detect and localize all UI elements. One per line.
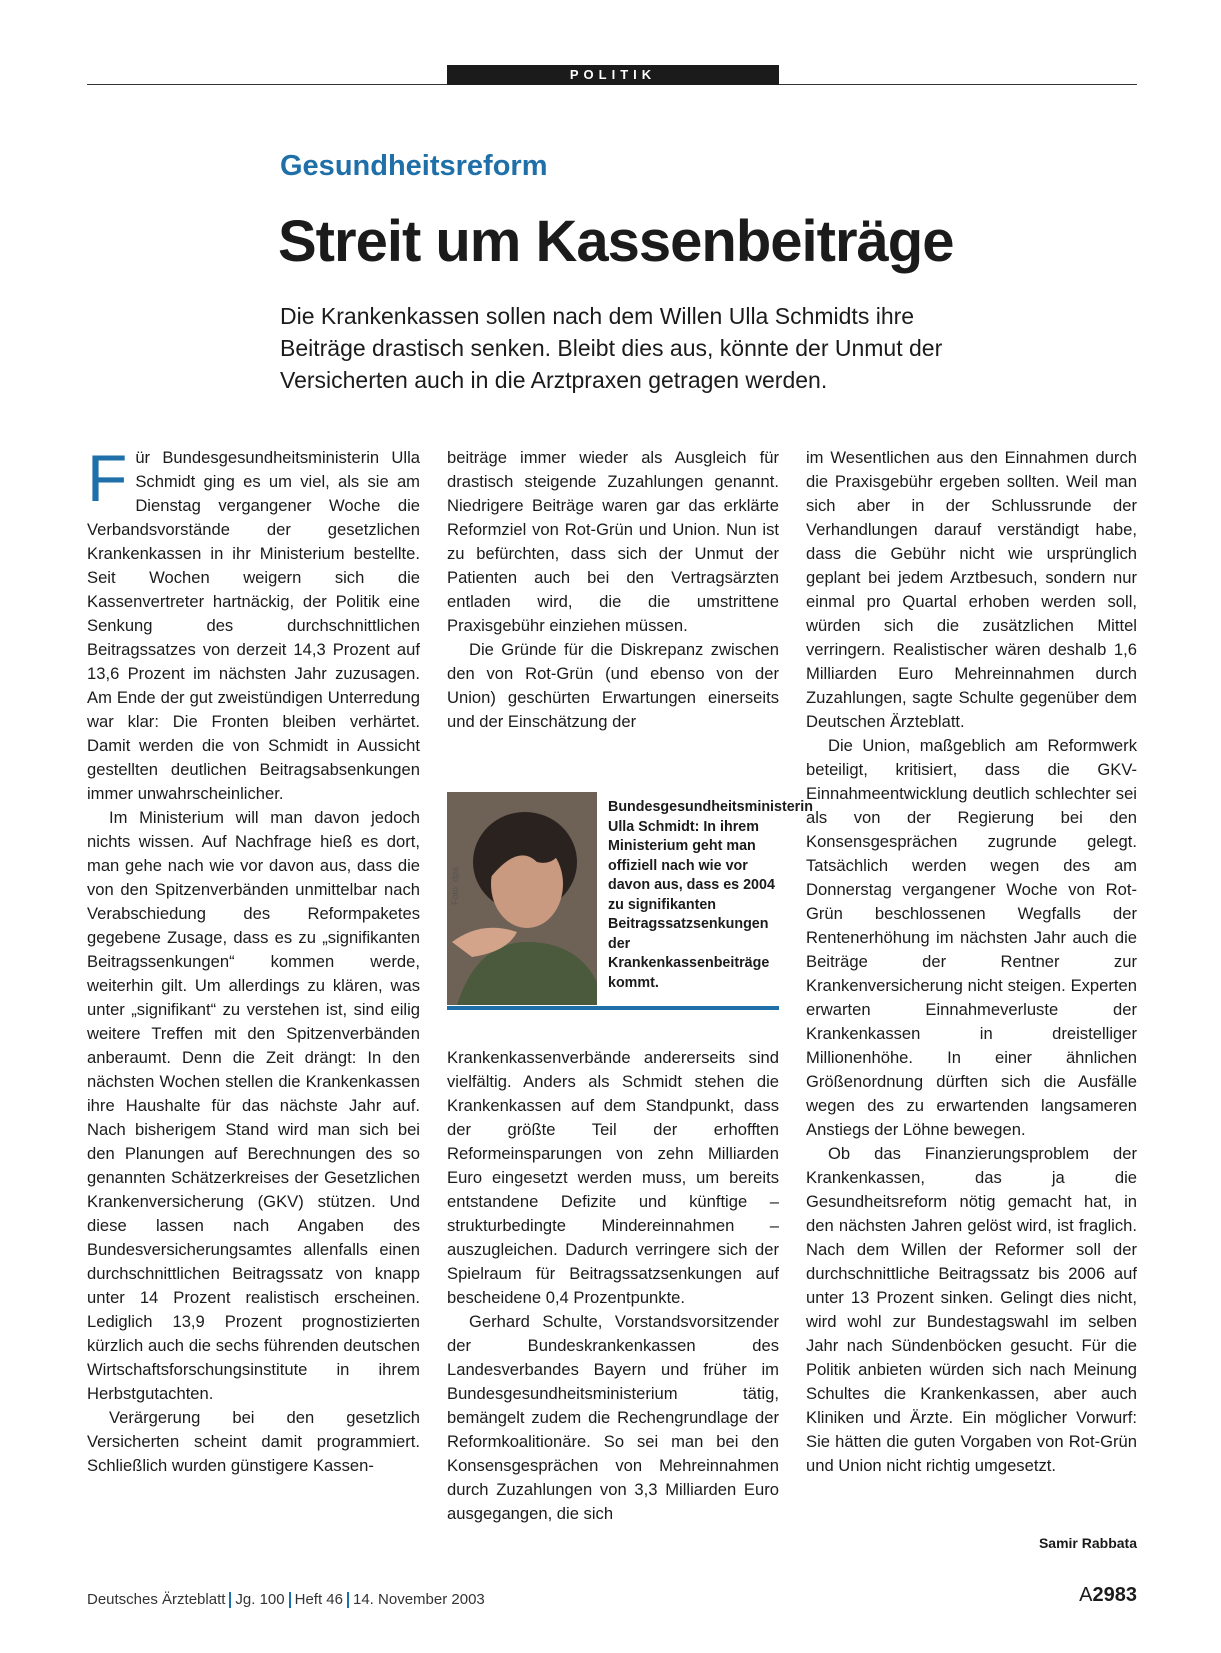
photo-credit: Foto: dpa — [450, 866, 460, 905]
paragraph: Die Gründe für die Diskrepanz zwischen den von Rot-Grün (und ebenso von der Union) geschürten Erwartungen einerseits und der Einschätzung der — [447, 640, 779, 731]
section-label: POLITIK — [447, 65, 779, 85]
footer-separator — [347, 1592, 349, 1608]
paragraph: Krankenkassenverbände andererseits sind vielfältig. Anders als Schmidt stehen die Krankenkassen auf dem Standpunkt, dass der größte Teil der erhofften Reformeinsparungen von zehn Milliarden Euro eingesetzt werden muss, um bereits entstandene Defizite und künftige – strukturbedingte Mindereinnahmen – auszugleichen. Dadurch verringere sich der Spielraum für Beitragssatzsenkungen auf bescheidene 0,4 Prozentpunkte. — [447, 1048, 779, 1307]
column-1 — [87, 441, 420, 1478]
paragraph: Die Union, maßgeblich am Reformwerk beteiligt, kritisiert, dass die GKV-Einnahmeentwicklung deutlich schlechter sei als von der Regierung bei den Konsensgesprächen zugrunde gelegt. Tatsächlich werden wegen des am Donnerstag vergangener Woche von Rot-Grün beschlossenen Wegfalls der Rentenerhöhung im nächsten Jahr auch die Beiträge der Rentner zur Krankenversicherung nicht steigen. Experten erwarten Einnahmeverluste der Krankenkassen in dreistelliger Millionenhöhe. In einer ähnlichen Größenordnung dürften sich die Ausfälle wegen des zu erwartenden langsameren Anstiegs der Löhne bewegen. — [806, 736, 1137, 1139]
journal-name: Deutsches Ärzteblatt — [87, 1591, 226, 1608]
article-lead: Die Krankenkassen sollen nach dem Willen Ulla Schmidts ihre Beiträge drastisch senken. Bleibt dies aus, könnte der Unmut der Versicherten auch in die Arztpraxen getragen werden. — [280, 303, 943, 393]
issue: Heft 46 — [294, 1591, 343, 1608]
author-name: Samir Rabbata — [1038, 1535, 1137, 1551]
paragraph: Ob das Finanzierungsproblem der Krankenkassen, das ja die Gesundheitsreform nötig gemacht hat, in den nächsten Jahren gelöst wird, ist fraglich. Nach dem Willen der Reformer soll der durchschnittliche Beitragssatz bis 2006 auf unter 13 Prozent sinken. Gelingt dies nicht, wird wohl zur Bundestagswahl im selben Jahr nach Sündenböcken gesucht. Für die Politik anbieten würden sich nach Meinung Schultes die Krankenkassen, aber auch Kliniken und Ärzte. Ein möglicher Vorwurf: Sie hätten die guten Vorgaben von Rot-Grün und Union nicht richtig umgesetzt. — [806, 1144, 1137, 1475]
paragraph — [87, 441, 420, 806]
footer — [87, 1591, 485, 1608]
column-2-bottom — [447, 1046, 779, 1526]
column-3 — [806, 446, 1137, 1478]
article-title: Streit um Kassenbeiträge — [278, 209, 954, 274]
page-prefix: A — [1079, 1584, 1093, 1606]
paragraph: Im Ministerium will man davon jedoch nichts wissen. Auf Nachfrage hieß es dort, man gehe nach wie vor davon aus, dass die von den Spitzenverbänden unmittelbar nach Verabschiedung des Reformpaketes gegebene Zusage, dass es zu „signifikanten Beitragssenkungen“ kommen werde, weiterhin gilt. Um allerdings zu klären, was unter „signifikant“ zu verstehen ist, sind eilig weitere Treffen mit den Spitzenverbänden anberaumt. Denn die Zeit drängt: In den nächsten Wochen stellen die Krankenkassen ihre Haushalte für das nächste Jahr auf. Nach bisherigem Stand wird man sich bei den Planungen auf Berechnungen des so genannten Schätzerkreises der Gesetzlichen Krankenversicherung (GKV) stützen. Und diese lassen nach Angaben des Bundesversicherungsamtes allenfalls einen durchschnittlichen Beitragssatz von knapp unter 14 Prozent realistisch erscheinen. Lediglich 13,9 Prozent prognostizierten kürzlich auch die sechs führenden deutschen Wirtschaftsforschungsinstitute in ihrem Herbstgutachten. — [87, 808, 420, 1403]
column-2-top — [447, 446, 779, 734]
footer-separator — [289, 1592, 291, 1608]
footer-separator — [229, 1592, 231, 1608]
page-number — [1079, 1584, 1137, 1607]
portrait-image — [447, 792, 597, 1005]
portrait-photo — [447, 792, 597, 1005]
volume: Jg. 100 — [235, 1591, 285, 1608]
drop-cap: F — [87, 441, 128, 515]
caption-rule — [447, 1006, 779, 1010]
paragraph: im Wesentlichen aus den Einnahmen durch die Praxisgebühr ergeben sollten. Weil man sich aber in der Schlussrunde der Verhandlungen darauf verständigt habe, dass die Gebühr nicht wie ursprünglich geplant bei jedem Arztbesuch, sondern nur einmal pro Quartal erhoben werden soll, würden sich die zusätzlichen Mittel verringern. Realistischer wären deshalb 1,6 Milliarden Euro Mehreinnahmen durch Zuzahlungen, sagte Schulte gegenüber dem Deutschen Ärzteblatt. — [806, 448, 1137, 731]
paragraph: Verärgerung bei den gesetzlich Versicherten scheint damit programmiert. Schließlich wurden günstigere Kassen- — [87, 1408, 420, 1475]
page-number-value: 2983 — [1092, 1584, 1137, 1606]
paragraph: beiträge immer wieder als Ausgleich für drastisch steigende Zuzahlungen genannt. Niedrigere Beiträge waren gar das erklärte Reformziel von Rot-Grün und Union. Nun ist zu befürchten, dass sich der Unmut der Patienten auch bei den Vertragsärzten entladen wird, die die umstrittene Praxisgebühr einziehen müssen. — [447, 448, 779, 635]
issue-date: 14. November 2003 — [353, 1591, 485, 1608]
paragraph-text: ür Bundesgesundheitsministerin Ulla Schmidt ging es um viel, als sie am Dienstag vergangener Woche die Verbandsvorstände der gesetzlichen Krankenkassen in ihr Ministerium bestellte. Seit Wochen weigern sich die Kassenvertreter hartnäckig, der Politik eine Senkung des durchschnittlichen Beitragssatzes von derzeit 14,3 Prozent auf 13,6 Prozent im nächsten Jahr zuzusagen. Am Ende der gut zweistündigen Unterredung war klar: Die Fronten bleiben verhärtet. Damit werden die von Schmidt in Aussicht gestellten deutlichen Beitragsabsenkungen immer unwahrscheinlicher. — [87, 448, 420, 803]
article-kicker: Gesundheitsreform — [280, 150, 548, 182]
paragraph: Gerhard Schulte, Vorstandsvorsitzender der Bundeskrankenkassen des Landesverbandes Bayern und früher im Bundesgesundheitsministerium tätig, bemängelt zudem die Rechengrundlage der Reformkoalitionäre. So sei man bei den Konsensgesprächen von Mehreinnahmen durch Zuzahlungen von 3,3 Milliarden Euro ausgegangen, die sich — [447, 1312, 779, 1523]
photo-caption: Bundesgesundheitsministerin Ulla Schmidt: In ihrem Ministerium geht man offiziell nach wie vor davon aus, dass es 2004 zu signifikanten Beitragssatzsenkungen der Krankenkassenbeiträge kommt. — [608, 799, 813, 991]
